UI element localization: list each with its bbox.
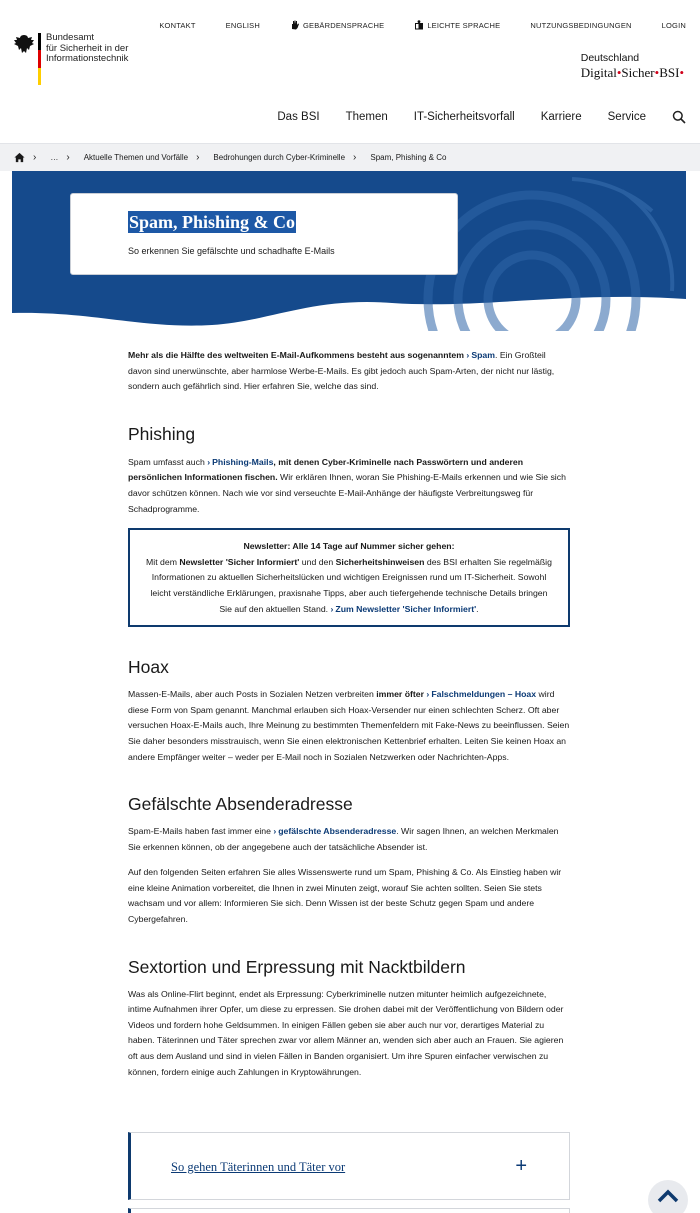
chevron-right-icon: ›	[426, 689, 430, 700]
chevron-right-icon: ›	[207, 456, 211, 467]
claim-word: BSI	[659, 65, 680, 80]
breadcrumb-current	[370, 153, 446, 162]
logo-line: Bundesamt	[46, 32, 95, 43]
claim-word: Digital	[580, 65, 617, 80]
top-nav-gebaerdensprache[interactable]	[290, 20, 384, 30]
hoax-link-label: Falschmeldungen – Hoax	[431, 689, 537, 700]
claim-dot: •	[616, 65, 622, 80]
top-nav-label: ENGLISH	[225, 20, 260, 30]
newsletter-text-part: .	[476, 603, 479, 614]
accordion-next[interactable]	[128, 1208, 570, 1213]
absender-text: . Wir sagen Ihnen, an welchen Merkmalen Sie erkennen können, ob der angegebene auch der tatsächliche Absender ist.	[128, 826, 559, 852]
logo-line: für Sicherheit in der	[46, 42, 129, 54]
newsletter-title-text: Newsletter: Alle 14 Tage auf Nummer sicher gehen:	[243, 541, 455, 552]
main-nav	[251, 110, 686, 124]
hoax-text: Massen-E-Mails, aber auch Posts in Sozialen Netzen verbreiten	[128, 689, 377, 700]
logo-line: Informationstechnik	[46, 53, 129, 64]
main-nav-themen[interactable]: Themen	[345, 111, 388, 123]
top-nav-label: NUTZUNGSBEDINGUNGEN	[530, 20, 632, 30]
newsletter-link[interactable]	[331, 604, 477, 614]
top-nav-login[interactable]	[662, 21, 686, 30]
main-nav-it-sicherheitsvorfall[interactable]: IT-Sicherheitsvorfall	[413, 111, 515, 123]
breadcrumb-item[interactable]	[50, 152, 69, 163]
claim-line2	[581, 65, 684, 81]
top-nav-kontakt[interactable]	[159, 21, 195, 30]
top-nav-nutzungsbedingungen[interactable]	[530, 21, 631, 30]
intro-bold-text: Mehr als die Hälfte des weltweiten E-Mail-Aufkommens besteht aus sogenanntem	[128, 350, 464, 360]
newsletter-text-part: des BSI erhalten Sie regelmäßig Informationen zu aktuellen Sicherheitslücken und wichtigen Ereignissen rund um IT-Sicherheit. Sowohl leicht verständliche Erklärungen, praxisnahe Tipps, aber auch tiefergehende technische Details bringen Sie auf den aktuellen Stand.	[150, 556, 552, 614]
chevron-right-icon: ›	[66, 152, 70, 163]
absender-text: Spam-E-Mails haben fast immer eine	[128, 826, 271, 837]
newsletter-title	[144, 539, 554, 555]
phishing-paragraph	[128, 455, 570, 517]
phishing-bold-text: , mit denen Cyber-Kriminelle nach Passwörtern und anderen persönlichen Informationen fischen.	[128, 456, 524, 483]
breadcrumb-home[interactable]	[14, 152, 36, 163]
absenderadresse-link[interactable]	[273, 826, 396, 836]
intro-paragraph	[128, 348, 570, 395]
absender-paragraph-2: Auf den folgenden Seiten erfahren Sie alles Wissenswerte rund um Spam, Phishing & Co. Als Einstieg haben wir eine kleine Animation vorbereitet, die Ihnen in zwei Minuten zeigt, worauf Sie achten sollten. Seien Sie stets wachsam und vor allem: Informieren Sie sich. Denn Wissen ist der beste Schutz gegen Spam und andere Cybergefahren.	[128, 867, 562, 925]
absender-link-label: gefälschte Absenderadresse	[278, 826, 397, 837]
chevron-right-icon: ›	[273, 826, 277, 837]
hoax-paragraph	[128, 687, 570, 765]
page-subtitle: So erkennen Sie gefälschte und schadhafte E-Mails	[128, 246, 335, 256]
newsletter-text-part: und den	[299, 556, 336, 567]
breadcrumb-item[interactable]	[213, 152, 356, 163]
logo-text	[46, 33, 156, 65]
newsletter-bold: Sicherheitshinweisen	[335, 556, 425, 567]
main-content	[128, 348, 570, 1080]
spam-link-label: Spam	[471, 350, 495, 360]
home-icon	[14, 152, 25, 163]
bsi-logo[interactable]	[12, 32, 129, 64]
newsletter-link-label: Zum Newsletter 'Sicher Informiert'	[335, 603, 477, 614]
spam-link[interactable]	[466, 350, 495, 360]
breadcrumb-label: Aktuelle Themen und Vorfälle	[83, 153, 189, 162]
hoax-bold-text: immer öfter	[376, 689, 424, 700]
hoax-heading: Hoax	[128, 657, 169, 678]
phishing-text: Spam umfasst auch	[128, 456, 205, 467]
plus-icon: +	[515, 1155, 527, 1177]
newsletter-box	[128, 528, 570, 627]
accordion-taeter[interactable]	[128, 1132, 570, 1200]
top-nav-label: GEBÄRDENSPRACHE	[302, 20, 385, 30]
main-nav-karriere[interactable]: Karriere	[540, 111, 582, 123]
newsletter-text	[144, 555, 554, 617]
scroll-to-top-button[interactable]	[648, 1180, 688, 1213]
breadcrumb-item[interactable]	[84, 152, 200, 163]
site-header	[0, 0, 700, 143]
chevron-right-icon: ›	[33, 152, 37, 163]
absender-heading: Gefälschte Absenderadresse	[128, 794, 353, 815]
chevron-up-icon	[657, 1189, 679, 1203]
breadcrumb-label: Bedrohungen durch Cyber-Kriminelle	[213, 153, 346, 162]
intro-text: . Ein Großteil davon sind unerwünschte, aber harmlose Werbe-E-Mails. Es gibt jedoch auch Spam-Arten, der nicht nur lästig, sondern auch gefährlich sind. Hier erfahren Sie, welche das sind.	[128, 350, 555, 392]
chevron-right-icon: ›	[196, 152, 200, 163]
top-nav-label: LEICHTE SPRACHE	[427, 20, 501, 30]
claim-dot: •	[654, 65, 660, 80]
chevron-right-icon: ›	[330, 603, 334, 614]
digital-sicher-bsi-claim[interactable]	[581, 52, 684, 81]
phishing-heading: Phishing	[128, 423, 196, 444]
newsletter-text-part: Mit dem	[146, 556, 180, 567]
main-nav-service[interactable]: Service	[607, 111, 646, 123]
breadcrumb-label: …	[50, 153, 59, 162]
chevron-right-icon: ›	[466, 350, 470, 360]
accordion-label: So gehen Täterinnen und Täter vor	[171, 1160, 346, 1174]
easy-language-book-icon	[414, 20, 424, 30]
top-nav	[129, 20, 686, 30]
breadcrumb	[0, 143, 700, 171]
main-nav-das-bsi[interactable]: Das BSI	[277, 111, 320, 123]
sign-language-hand-icon	[290, 20, 300, 30]
chevron-right-icon: ›	[353, 152, 357, 163]
sextortion-paragraph: Was als Online-Flirt beginnt, endet als Erpressung: Cyberkriminelle nutzen mitunter heimlich aufgezeichnete, intime Aufnahmen ihrer Opfer, um diese zu erpressen. Sie drohen dabei mit der Veröffentlichung von Bildern oder Videos und fordern hohe Geldsummen. In einigen Fällen geben sie aber auch nur vor, derartiges Material zu haben. Täterinnen und Täter sprechen zwar vor allem Männer an, wenden sich aber auch an Frauen. Sie agieren oft aus dem Ausland und sind in vielen Fällen in Banden organisiert. Um ihre Spuren einfacher verwischen zu können, fordern einige auch Zahlungen in Kryptowährungen.	[128, 988, 564, 1077]
sextortion-heading: Sextortion und Erpressung mit Nacktbildern	[128, 956, 466, 977]
claim-line1: Deutschland	[580, 52, 640, 64]
search-icon[interactable]	[672, 110, 686, 124]
claim-dot: •	[679, 65, 684, 80]
german-flag-bar	[38, 33, 41, 85]
page-title: Spam, Phishing & Co	[129, 212, 296, 232]
claim-word: Sicher	[621, 65, 655, 80]
breadcrumb-label: Spam, Phishing & Co	[370, 153, 447, 162]
top-nav-label: KONTAKT	[159, 20, 196, 30]
federal-eagle-icon	[12, 33, 36, 57]
phishing-link-label: Phishing-Mails	[212, 456, 274, 467]
hero-card	[70, 193, 458, 275]
hoax-link[interactable]	[426, 689, 536, 699]
hoax-text: wird diese Form von Spam genannt. Manchmal erlauben sich Hoax-Versender nur einen schlechten Scherz. Oft aber versuchen Hoax-E-Mails auch, Ihre Meinung zu bestimmten Themenfeldern mit Fake-News zu beeinflussen. Seien Sie daher besonders misstrauisch, wenn Sie einen elektronischen Kettenbrief erhalten. Leiten Sie keinen Hoax an andere Empfänger weiter – weder per E-Mail noch in Sozialen Netzwerken oder Nachrichten-Apps.	[128, 689, 570, 762]
top-nav-english[interactable]	[226, 21, 260, 30]
top-nav-leichte-sprache[interactable]	[414, 20, 500, 30]
newsletter-bold: Newsletter 'Sicher Informiert'	[179, 556, 300, 567]
top-nav-label: LOGIN	[661, 20, 686, 30]
hero-banner	[12, 171, 686, 331]
phishing-mails-link[interactable]	[207, 457, 273, 467]
absender-paragraph	[128, 824, 570, 855]
phishing-text: Wir erklären Ihnen, woran Sie Phishing-E-Mails erkennen und wie Sie sich davor schützen können. Nach wie vor sind verseuchte E-Mail-Anhänge der häufigste Verbreitungsweg für Schadprogramme.	[128, 472, 566, 514]
